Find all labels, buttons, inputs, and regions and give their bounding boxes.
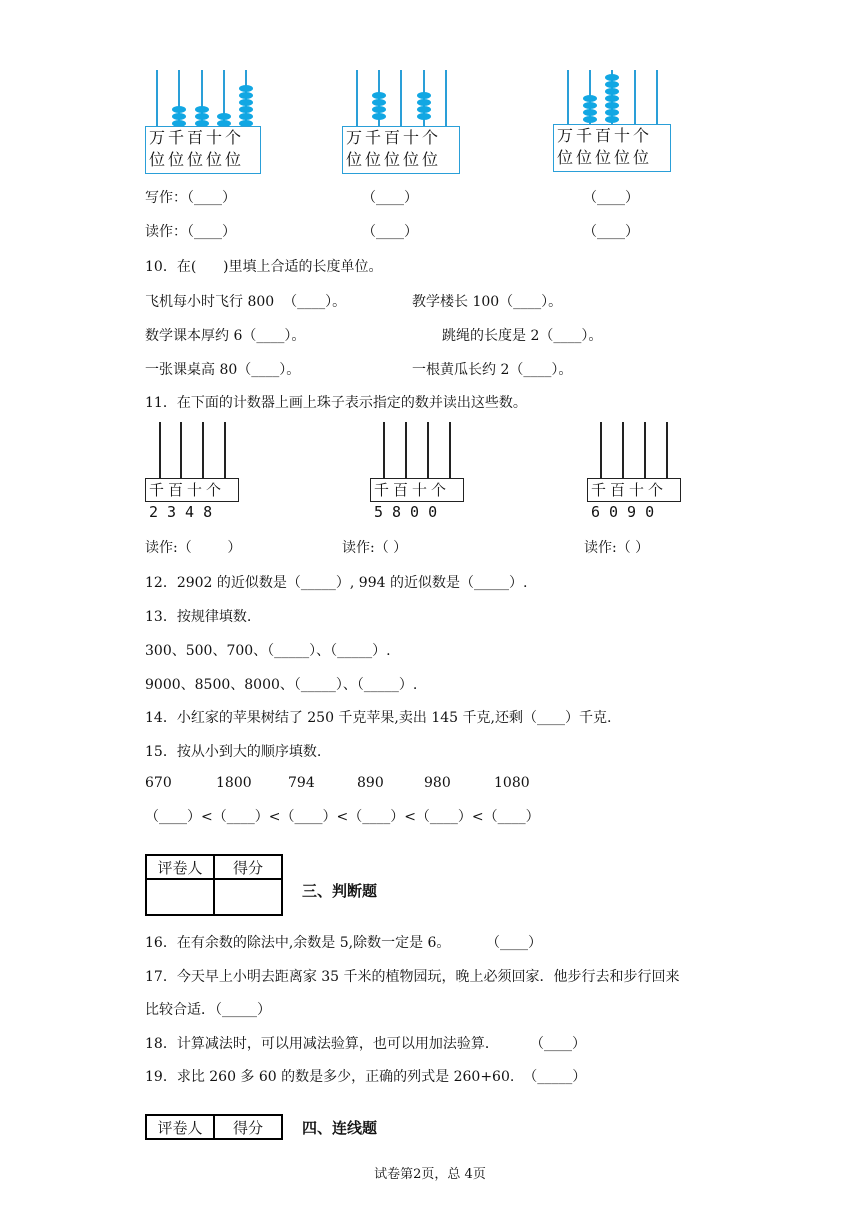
q18: 18．计算减法时，可以用减法验算，也可以用加法验算． （____） (145, 1036, 586, 1052)
write-label: 写作：（____） (145, 190, 236, 206)
score-grader-label: 评卷人 (146, 855, 214, 879)
q10-title: 10．在( )里填上合适的长度单位。 (145, 259, 383, 275)
q10-item-3: 数学课本厚约 6（____）。 (145, 328, 306, 344)
page-footer: 试卷第2页，总 4页 (374, 1167, 486, 1182)
counter-2: 千百十个 5800 (370, 422, 470, 524)
abacus-1-labels (145, 126, 261, 174)
q11-title: 11．在下面的计数器上画上珠子表示指定的数并读出这些数。 (145, 395, 527, 411)
section3-title: 三、判断题 (302, 882, 378, 900)
q15-num-4: 890 (357, 775, 384, 791)
q10-item-2: 教学楼长 100（____）。 (412, 294, 563, 310)
abacus-labels-row1: 万千百十个 (149, 128, 245, 147)
write-blank-3[interactable]: （____） (583, 190, 639, 206)
q15-num-5: 980 (424, 775, 451, 791)
counter-3-number: 6090 (591, 503, 664, 521)
score-table-4 (145, 1114, 283, 1140)
q17-line2: 比较合适．（_____） (145, 1002, 271, 1018)
q15-num-6: 1080 (494, 775, 530, 791)
score-grader-cell[interactable] (146, 879, 214, 915)
abacus-2 (342, 70, 462, 175)
q16: 16．在有余数的除法中,余数是 5,除数一定是 6。 （____） (145, 935, 543, 951)
abacus-3-labels: 万千百十个 位位位位位 (553, 124, 671, 172)
score-points-label-4: 得分 (214, 1115, 282, 1139)
q13-line2: 9000、8500、8000、（_____）、（_____）. (145, 677, 418, 693)
counter-1-number: 2348 (149, 503, 222, 521)
score-table-3 (145, 854, 283, 916)
q15-title: 15．按从小到大的顺序填数. (145, 744, 322, 760)
abacus-labels-row2: 位位位位位 (149, 150, 245, 169)
section4-title: 四、连线题 (302, 1119, 378, 1137)
read-blank-2[interactable]: （____） (362, 224, 418, 240)
abacus-1 (145, 70, 263, 175)
q19: 19．求比 260 多 60 的数是多少，正确的列式是 260+60. （_____） (145, 1069, 587, 1085)
q11-read-3: 读作:（ ） (584, 540, 650, 556)
counter-3: 千百十个 6090 (587, 422, 687, 524)
q14: 14．小红家的苹果树结了 250 千克苹果,卖出 145 千克,还剩（____）千克. (145, 710, 612, 726)
q10-item-4: 跳绳的长度是 2（____）。 (442, 328, 603, 344)
abacus-2-labels: 万千百十个 位位位位位 (342, 126, 460, 174)
write-blank-2[interactable]: （____） (362, 190, 418, 206)
q15-blanks: （____）<（____）<（____）<（____）<（____）<（____） (145, 809, 540, 825)
q13-title: 13．按规律填数. (145, 609, 252, 625)
q11-read-1: 读作:（ ） (145, 540, 242, 556)
q17-line1: 17．今天早上小明去距离家 35 千米的植物园玩，晚上必须回家．他步行去和步行回来 (145, 969, 680, 985)
read-label: 读作：（____） (145, 224, 236, 240)
read-blank-3[interactable]: （____） (583, 224, 639, 240)
q13-line1: 300、500、700、（_____）、（_____）. (145, 643, 391, 659)
q15-num-2: 1800 (216, 775, 252, 791)
counter-1: 千百十个 2348 (145, 422, 245, 524)
score-points-label: 得分 (214, 855, 282, 879)
q10-item-6: 一根黄瓜长约 2（____）。 (412, 362, 573, 378)
q11-read-2: 读作:（ ） (342, 540, 408, 556)
q15-num-1: 670 (145, 775, 172, 791)
q10-item-5: 一张课桌高 80（____）。 (145, 362, 301, 378)
abacus-3 (553, 70, 673, 175)
q15-num-3: 794 (288, 775, 315, 791)
counter-2-number: 5800 (374, 503, 447, 521)
score-points-cell[interactable] (214, 879, 282, 915)
q12: 12．2902 的近似数是（_____）, 994 的近似数是（_____）. (145, 575, 528, 591)
score-grader-label-4: 评卷人 (146, 1115, 214, 1139)
q10-item-1: 飞机每小时飞行 800 （____）。 (145, 294, 347, 310)
